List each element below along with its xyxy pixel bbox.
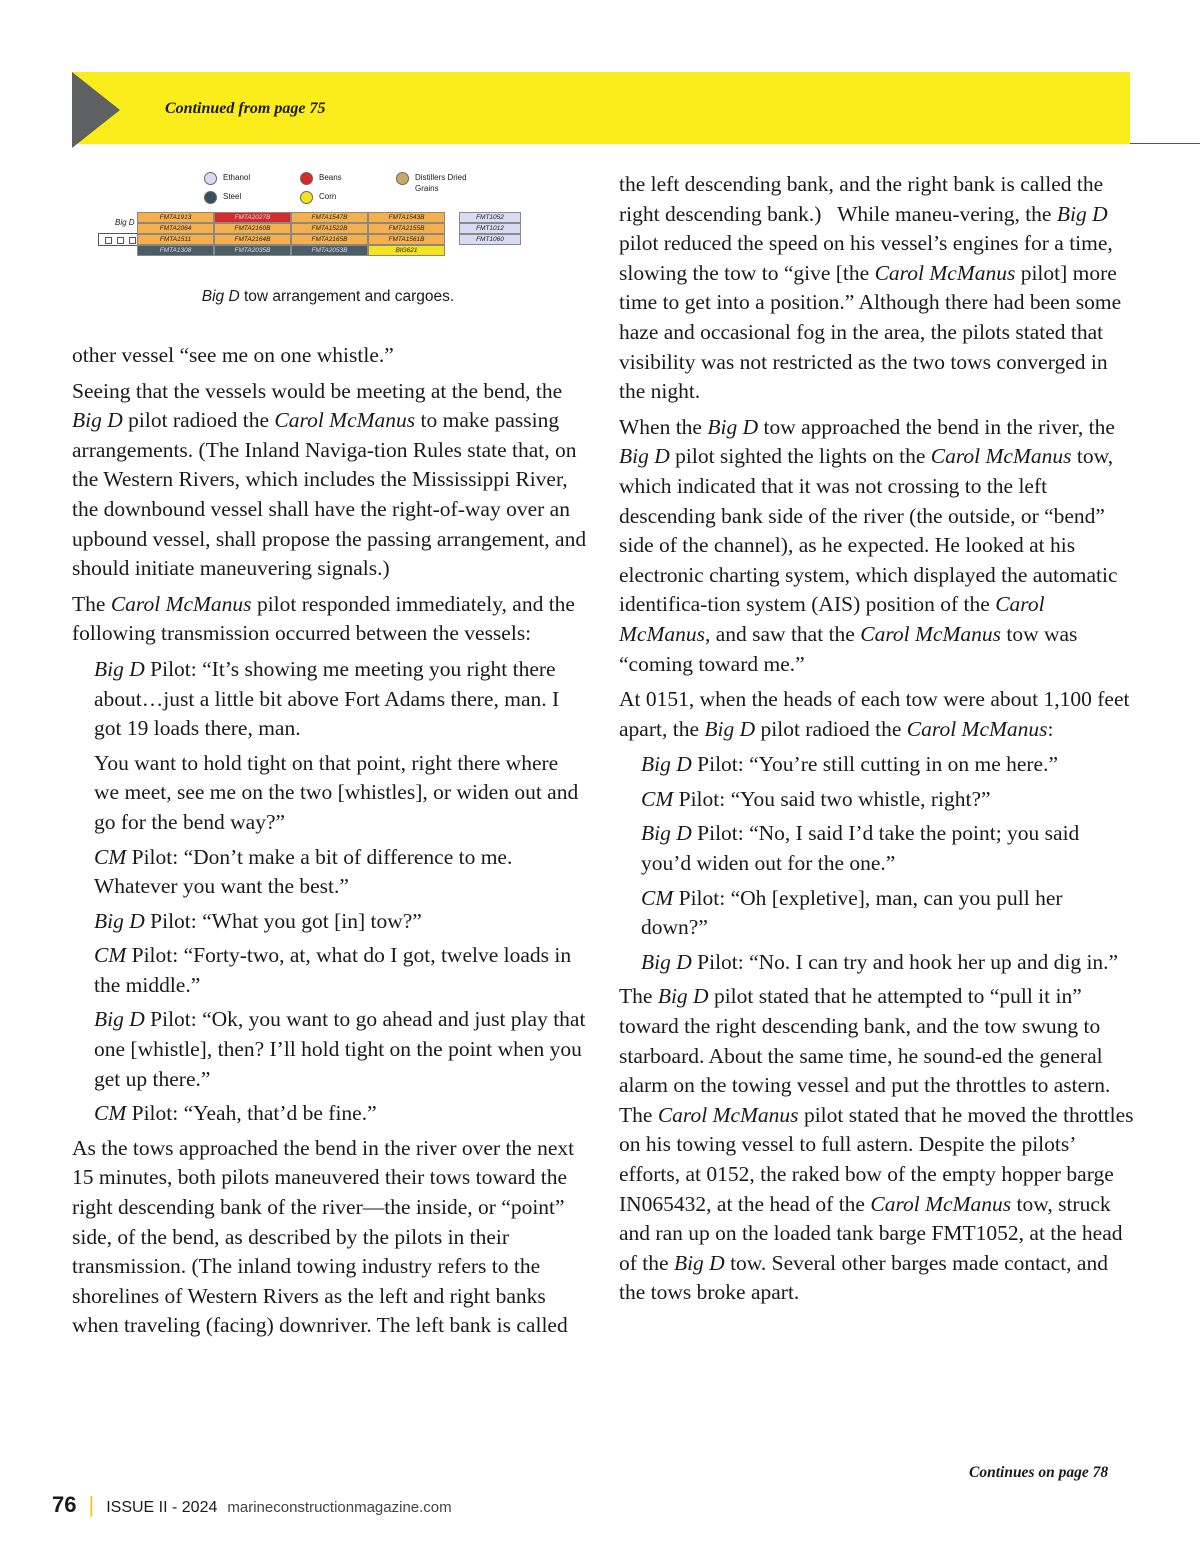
- legend-item-ethanol: Ethanol: [204, 172, 250, 185]
- issue-label: ISSUE II - 2024: [106, 1499, 218, 1516]
- legend-item-ddg: Distillers Dried Grains: [396, 172, 485, 194]
- quote-line: CM Pilot: “Yeah, that’d be fine.”: [94, 1101, 377, 1126]
- quote-line: Big D Pilot: “Ok, you want to go ahead and just play that one [whistle], then? I’ll hold tight on the point when you get up there.”: [94, 1007, 586, 1091]
- barge-row: [137, 212, 521, 223]
- legend-item-steel: Steel: [204, 191, 241, 204]
- legend-item-beans: Beans: [300, 172, 342, 185]
- banner-arrow-icon: [72, 72, 120, 148]
- page-footer: [52, 1492, 452, 1518]
- quote-line: Big D Pilot: “No, I said I’d take the point; you said you’d widen out for the one.”: [641, 821, 1080, 876]
- tow-arrangement-figure: [112, 166, 552, 276]
- quote-line: CM Pilot: “Don’t make a bit of difference to me. Whatever you want the best.”: [94, 844, 513, 899]
- article-column-left: [72, 341, 587, 1347]
- ddg-swatch-icon: [396, 172, 409, 185]
- figure-caption: Big D tow arrangement and cargoes.: [201, 288, 455, 305]
- paragraph: Seeing that the vessels would be meeting at the bend, the Big D pilot radioed the Carol McManus to make passing arrangements. (The Inland Naviga-tion Rules state that, on the Western Rivers, which includes the Mississippi River, the downbound vessel shall have the right-of-way over an upbound vessel, shall propose the passing arrangement, and should initiate maneuvering signals.): [72, 378, 587, 581]
- barge-row: [137, 223, 521, 234]
- barge-row: [137, 245, 521, 256]
- barge-cell: BIG621: [368, 245, 445, 256]
- barge-cell: FMT1052: [459, 212, 521, 223]
- barge-cell: FMTA2165B: [291, 234, 368, 245]
- paragraph: the left descending bank, and the right bank is called the right descending bank.) While maneu-vering, the Big D pilot reduced the speed on his vessel’s engines for a time, slowing the tow to “give [the Carol McManus pilot] more time to get into a position.” Although there had been some haze and occasional fog in the area, the pilots stated that visibility was not restricted as the two tows converged in the night.: [619, 172, 1122, 404]
- barge-cell: FMTA1522B: [291, 223, 368, 234]
- towboat-icon: [98, 233, 140, 246]
- paragraph: As the tows approached the bend in the river over the next 15 minutes, both pilots maneuvered their tows toward the right descending bank of the river—the inside, or “point” side, of the bend, as described by the pilots in their transmission. (The inland towing industry refers to the shorelines of Western Rivers as the left and right banks when traveling (facing) downriver. The left bank is called: [72, 1135, 575, 1338]
- barge-cell: FMTA2027B: [214, 212, 291, 223]
- barge-cell: FMTA1543B: [368, 212, 445, 223]
- barge-cell: FMTA2064: [137, 223, 214, 234]
- barge-cell: FMT1012: [459, 223, 521, 234]
- steel-swatch-icon: [204, 191, 217, 204]
- paragraph: The Big D pilot stated that he attempted to “pull it in” toward the right descending bank, and the tow swung to starboard. About the same time, he sound-ed the general alarm on the towing vessel and put the throttles to astern. The Carol McManus pilot stated that he moved the throttles on his towing vessel to full astern. Despite the pilots’ efforts, at 0152, the raked bow of the empty hopper barge IN065432, at the head of the Carol McManus tow, struck and ran up on the loaded tank barge FMT1052, at the head of the Big D tow. Several other barges made contact, and the tows broke apart.: [619, 984, 1134, 1305]
- paragraph: The Carol McManus pilot responded immediately, and the following transmission occurred between the vessels:: [72, 591, 575, 646]
- banner-rule: [1130, 143, 1200, 144]
- tow-label: Big D: [115, 218, 135, 227]
- barge-cell: FMTA1561B: [368, 234, 445, 245]
- paragraph: When the Big D tow approached the bend in the river, the Big D pilot sighted the lights on the Carol McManus tow, which indicated that it was not crossing to the left descending bank side of the river (the outside, or “bend” side of the channel), as he expected. He looked at his electronic charting system, which displayed the automatic identifica-tion system (AIS) position of the Carol McManus, and saw that the Carol McManus tow was “coming toward me.”: [619, 414, 1118, 676]
- barge-cell: FMTA1308: [137, 245, 214, 256]
- barge-cell: FMTA2164B: [214, 234, 291, 245]
- article-column-right: [619, 170, 1134, 1314]
- barge-cell: FMTA1913: [137, 212, 214, 223]
- barge-cell: FMTA2160B: [214, 223, 291, 234]
- corn-swatch-icon: [300, 191, 313, 204]
- page-number: 76: [52, 1492, 77, 1517]
- continued-from-label: Continued from page 75: [165, 100, 326, 117]
- quote-line: Big D Pilot: “You’re still cutting in on me here.”: [641, 752, 1059, 777]
- barge-cell: [459, 245, 521, 256]
- cargo-legend: [200, 168, 520, 208]
- paragraph: At 0151, when the heads of each tow were about 1,100 feet apart, the Big D pilot radioed the Carol McManus:: [619, 687, 1130, 741]
- ethanol-swatch-icon: [204, 172, 217, 185]
- quote-line: Big D Pilot: “It’s showing me meeting you right there about…just a little bit above Fort Adams there, man. I got 19 loads there, man.: [94, 656, 560, 741]
- footer-separator: |: [88, 1492, 95, 1517]
- barge-cell: FMTA2053B: [291, 245, 368, 256]
- continues-label: Continues on page 78: [969, 1464, 1109, 1481]
- quote-line: CM Pilot: “Oh [expletive], man, can you pull her down?”: [641, 885, 1063, 940]
- quote-line: You want to hold tight on that point, right there where we meet, see me on the two [whistles], or widen out and go for the bend way?”: [94, 750, 579, 834]
- barge-cell: FMTA2035B: [214, 245, 291, 256]
- barge-cell: FMTA1547B: [291, 212, 368, 223]
- quote-line: CM Pilot: “You said two whistle, right?”: [641, 786, 991, 811]
- quote-line: Big D Pilot: “No. I can try and hook her up and dig in.”: [641, 949, 1119, 974]
- quote-line: CM Pilot: “Forty-two, at, what do I got, twelve loads in the middle.”: [94, 943, 572, 997]
- barge-cell: FMTA2155B: [368, 223, 445, 234]
- legend-item-corn: Corn: [300, 191, 336, 204]
- barge-cell: FMT1060: [459, 234, 521, 245]
- quote-line: Big D Pilot: “What you got [in] tow?”: [94, 908, 422, 933]
- barge-row: [137, 234, 521, 245]
- beans-swatch-icon: [300, 172, 313, 185]
- barge-cell: FMTA1511: [137, 234, 214, 245]
- site-url[interactable]: marineconstructionmagazine.com: [227, 1499, 452, 1516]
- paragraph: other vessel “see me on one whistle.”: [72, 343, 394, 367]
